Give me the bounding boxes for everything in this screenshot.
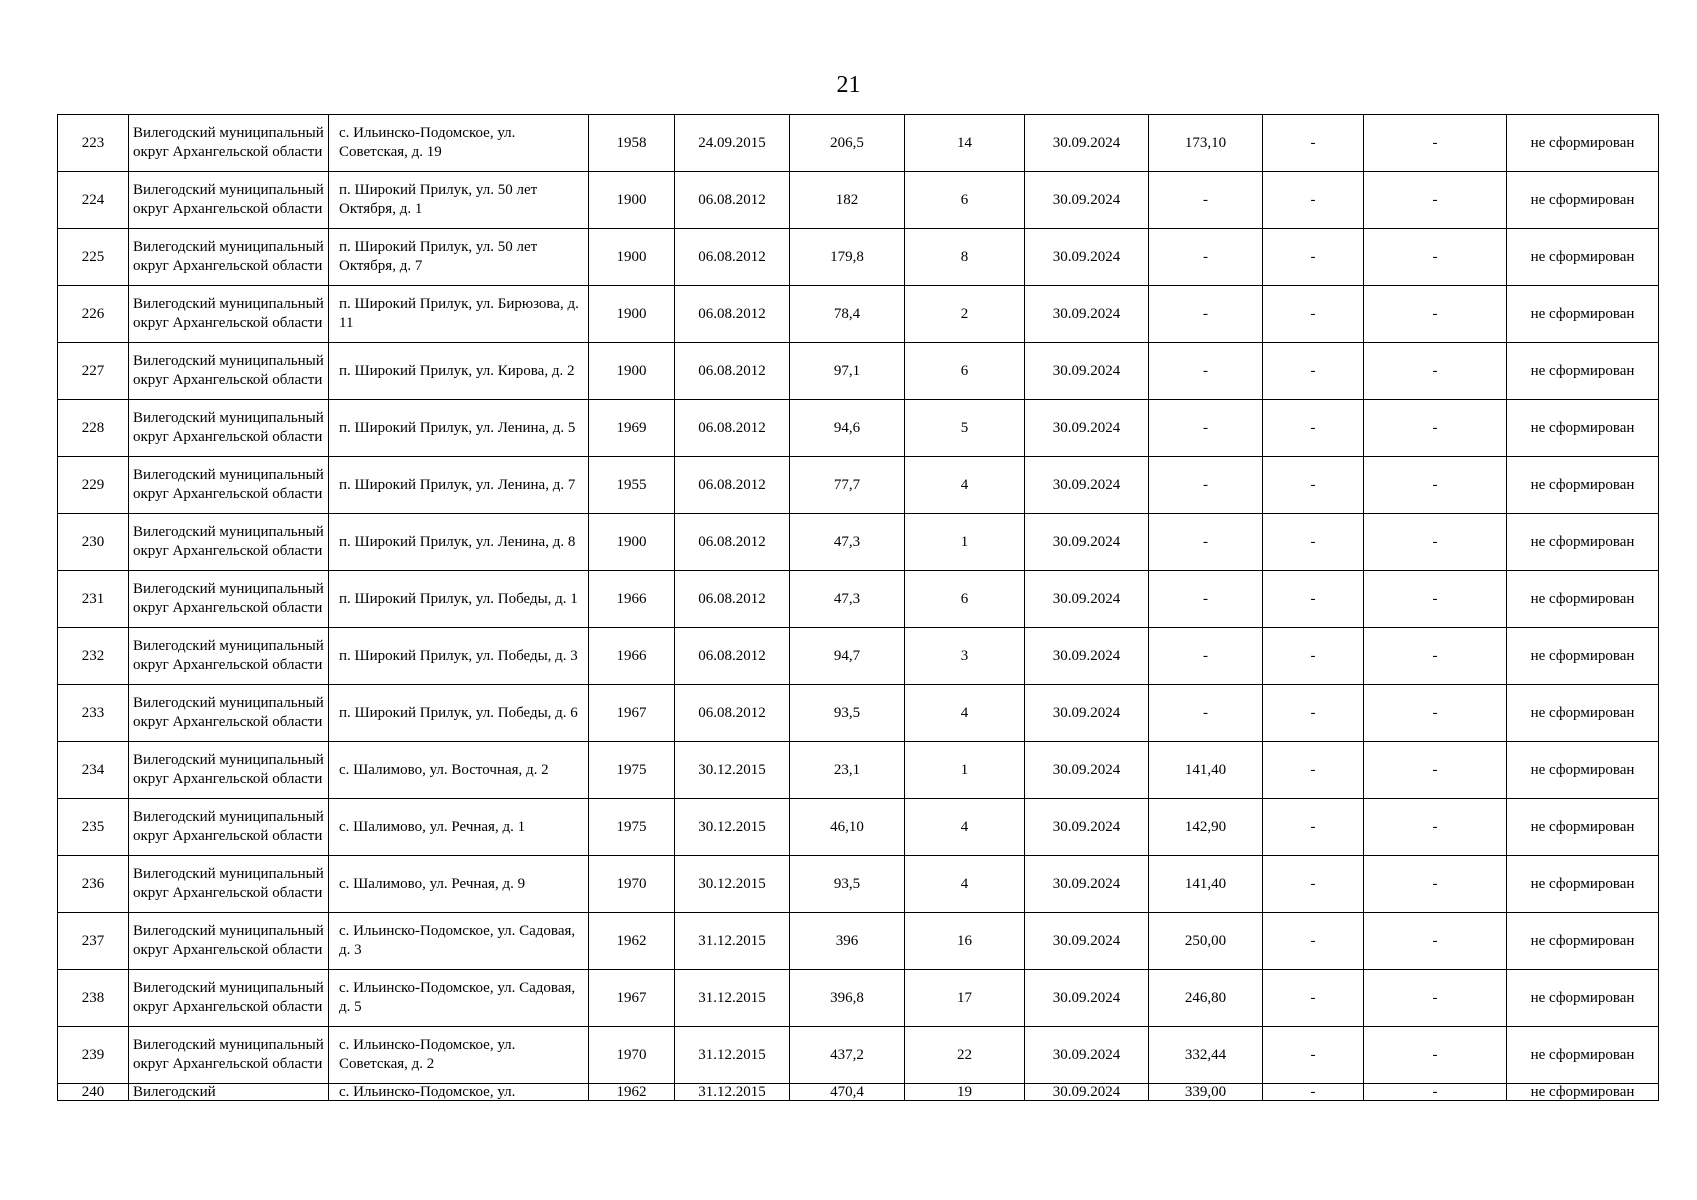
deadline-cell: 30.09.2024: [1025, 514, 1149, 571]
residents-cell: 6: [905, 571, 1025, 628]
status-cell: не сформирован: [1507, 286, 1659, 343]
column-9-cell: 250,00: [1149, 913, 1263, 970]
year-cell: 1962: [589, 913, 675, 970]
deadline-cell: 30.09.2024: [1025, 229, 1149, 286]
column-9-cell: -: [1149, 685, 1263, 742]
year-cell: 1955: [589, 457, 675, 514]
table-row: [58, 1027, 1659, 1084]
residents-cell: 14: [905, 115, 1025, 172]
date-cell: 06.08.2012: [675, 457, 790, 514]
table-body: [58, 115, 1659, 1101]
address-cell: п. Широкий Прилук, ул. Ленина, д. 7: [329, 457, 589, 514]
residents-cell: 1: [905, 514, 1025, 571]
status-cell: не сформирован: [1507, 628, 1659, 685]
address-cell: п. Широкий Прилук, ул. Ленина, д. 5: [329, 400, 589, 457]
row-number-cell: 233: [58, 685, 129, 742]
column-10-cell: -: [1263, 457, 1364, 514]
year-cell: 1966: [589, 571, 675, 628]
column-11-cell: -: [1364, 685, 1507, 742]
column-11-cell: -: [1364, 856, 1507, 913]
municipality-cell: Вилегодский муниципальный округ Архангельской области: [129, 571, 329, 628]
deadline-cell: 30.09.2024: [1025, 571, 1149, 628]
column-9-cell: -: [1149, 457, 1263, 514]
status-cell: не сформирован: [1507, 856, 1659, 913]
municipality-cell: Вилегодский муниципальный округ Архангельской области: [129, 286, 329, 343]
column-9-cell: 332,44: [1149, 1027, 1263, 1084]
year-cell: 1900: [589, 514, 675, 571]
municipality-cell: Вилегодский муниципальный округ Архангельской области: [129, 742, 329, 799]
date-cell: 06.08.2012: [675, 514, 790, 571]
address-cell: с. Шалимово, ул. Речная, д. 1: [329, 799, 589, 856]
status-cell: не сформирован: [1507, 1084, 1659, 1101]
area-cell: 206,5: [790, 115, 905, 172]
table-row: [58, 685, 1659, 742]
residents-cell: 4: [905, 856, 1025, 913]
date-cell: 06.08.2012: [675, 229, 790, 286]
address-cell: с. Ильинско-Подомское, ул. Советская, д. 19: [329, 115, 589, 172]
deadline-cell: 30.09.2024: [1025, 1027, 1149, 1084]
row-number-cell: 227: [58, 343, 129, 400]
column-10-cell: -: [1263, 115, 1364, 172]
residents-cell: 5: [905, 400, 1025, 457]
column-10-cell: -: [1263, 229, 1364, 286]
column-11-cell: -: [1364, 286, 1507, 343]
status-cell: не сформирован: [1507, 970, 1659, 1027]
area-cell: 47,3: [790, 514, 905, 571]
column-9-cell: 246,80: [1149, 970, 1263, 1027]
column-9-cell: 339,00: [1149, 1084, 1263, 1101]
date-cell: 30.12.2015: [675, 742, 790, 799]
year-cell: 1967: [589, 685, 675, 742]
year-cell: 1969: [589, 400, 675, 457]
column-9-cell: 173,10: [1149, 115, 1263, 172]
table-row: [58, 856, 1659, 913]
municipality-cell: Вилегодский муниципальный округ Архангельской области: [129, 457, 329, 514]
status-cell: не сформирован: [1507, 457, 1659, 514]
area-cell: 78,4: [790, 286, 905, 343]
date-cell: 06.08.2012: [675, 628, 790, 685]
column-9-cell: -: [1149, 343, 1263, 400]
column-11-cell: -: [1364, 172, 1507, 229]
year-cell: 1970: [589, 1027, 675, 1084]
row-number-cell: 236: [58, 856, 129, 913]
municipality-cell: Вилегодский муниципальный округ Архангельской области: [129, 172, 329, 229]
date-cell: 31.12.2015: [675, 1027, 790, 1084]
area-cell: 470,4: [790, 1084, 905, 1101]
column-9-cell: 141,40: [1149, 742, 1263, 799]
table-row: [58, 742, 1659, 799]
address-cell: п. Широкий Прилук, ул. 50 лет Октября, д. 1: [329, 172, 589, 229]
area-cell: 47,3: [790, 571, 905, 628]
municipality-cell: Вилегодский муниципальный округ Архангельской области: [129, 970, 329, 1027]
column-10-cell: -: [1263, 856, 1364, 913]
column-11-cell: -: [1364, 571, 1507, 628]
table-row: [58, 970, 1659, 1027]
table-row: [58, 400, 1659, 457]
table-row: [58, 172, 1659, 229]
residents-cell: 22: [905, 1027, 1025, 1084]
deadline-cell: 30.09.2024: [1025, 856, 1149, 913]
date-cell: 06.08.2012: [675, 685, 790, 742]
address-cell: п. Широкий Прилук, ул. Победы, д. 1: [329, 571, 589, 628]
row-number-cell: 231: [58, 571, 129, 628]
deadline-cell: 30.09.2024: [1025, 742, 1149, 799]
table-row: [58, 286, 1659, 343]
column-10-cell: -: [1263, 286, 1364, 343]
area-cell: 396,8: [790, 970, 905, 1027]
status-cell: не сформирован: [1507, 514, 1659, 571]
column-11-cell: -: [1364, 400, 1507, 457]
residents-cell: 19: [905, 1084, 1025, 1101]
row-number-cell: 239: [58, 1027, 129, 1084]
table-row: [58, 628, 1659, 685]
area-cell: 23,1: [790, 742, 905, 799]
address-cell: п. Широкий Прилук, ул. Победы, д. 6: [329, 685, 589, 742]
area-cell: 396: [790, 913, 905, 970]
area-cell: 97,1: [790, 343, 905, 400]
year-cell: 1970: [589, 856, 675, 913]
column-10-cell: -: [1263, 172, 1364, 229]
column-9-cell: 142,90: [1149, 799, 1263, 856]
residents-cell: 2: [905, 286, 1025, 343]
residents-cell: 16: [905, 913, 1025, 970]
column-9-cell: -: [1149, 229, 1263, 286]
column-9-cell: -: [1149, 400, 1263, 457]
deadline-cell: 30.09.2024: [1025, 970, 1149, 1027]
row-number-cell: 235: [58, 799, 129, 856]
address-cell: с. Шалимово, ул. Речная, д. 9: [329, 856, 589, 913]
column-11-cell: -: [1364, 628, 1507, 685]
residents-cell: 4: [905, 457, 1025, 514]
status-cell: не сформирован: [1507, 571, 1659, 628]
column-9-cell: -: [1149, 514, 1263, 571]
page-number: 21: [836, 72, 861, 98]
deadline-cell: 30.09.2024: [1025, 115, 1149, 172]
year-cell: 1975: [589, 742, 675, 799]
residents-cell: 6: [905, 343, 1025, 400]
residents-cell: 4: [905, 799, 1025, 856]
date-cell: 06.08.2012: [675, 400, 790, 457]
deadline-cell: 30.09.2024: [1025, 400, 1149, 457]
municipality-cell: Вилегодский муниципальный округ Архангельской области: [129, 400, 329, 457]
column-11-cell: -: [1364, 742, 1507, 799]
row-number-cell: 226: [58, 286, 129, 343]
area-cell: 93,5: [790, 856, 905, 913]
column-10-cell: -: [1263, 685, 1364, 742]
municipality-cell: Вилегодский муниципальный округ Архангельской области: [129, 628, 329, 685]
year-cell: 1900: [589, 172, 675, 229]
row-number-cell: 237: [58, 913, 129, 970]
date-cell: 31.12.2015: [675, 1084, 790, 1101]
column-9-cell: 141,40: [1149, 856, 1263, 913]
area-cell: 94,7: [790, 628, 905, 685]
row-number-cell: 240: [58, 1084, 129, 1101]
row-number-cell: 238: [58, 970, 129, 1027]
column-10-cell: -: [1263, 1084, 1364, 1101]
row-number-cell: 224: [58, 172, 129, 229]
municipality-cell: Вилегодский муниципальный округ Архангельской области: [129, 115, 329, 172]
status-cell: не сформирован: [1507, 229, 1659, 286]
row-number-cell: 234: [58, 742, 129, 799]
deadline-cell: 30.09.2024: [1025, 286, 1149, 343]
column-11-cell: -: [1364, 343, 1507, 400]
status-cell: не сформирован: [1507, 913, 1659, 970]
column-10-cell: -: [1263, 970, 1364, 1027]
address-cell: п. Широкий Прилук, ул. Бирюзова, д. 11: [329, 286, 589, 343]
municipality-cell: Вилегодский муниципальный округ Архангельской области: [129, 343, 329, 400]
year-cell: 1900: [589, 229, 675, 286]
year-cell: 1962: [589, 1084, 675, 1101]
address-cell: п. Широкий Прилук, ул. Ленина, д. 8: [329, 514, 589, 571]
column-9-cell: -: [1149, 172, 1263, 229]
address-cell: с. Ильинско-Подомское, ул. Садовая, д. 5: [329, 970, 589, 1027]
table-row: [58, 571, 1659, 628]
date-cell: 06.08.2012: [675, 571, 790, 628]
year-cell: 1958: [589, 115, 675, 172]
deadline-cell: 30.09.2024: [1025, 343, 1149, 400]
status-cell: не сформирован: [1507, 742, 1659, 799]
year-cell: 1967: [589, 970, 675, 1027]
deadline-cell: 30.09.2024: [1025, 172, 1149, 229]
area-cell: 77,7: [790, 457, 905, 514]
address-cell: п. Широкий Прилук, ул. 50 лет Октября, д. 7: [329, 229, 589, 286]
address-cell: п. Широкий Прилук, ул. Победы, д. 3: [329, 628, 589, 685]
residents-cell: 6: [905, 172, 1025, 229]
area-cell: 179,8: [790, 229, 905, 286]
status-cell: не сформирован: [1507, 400, 1659, 457]
deadline-cell: 30.09.2024: [1025, 685, 1149, 742]
residents-cell: 8: [905, 229, 1025, 286]
status-cell: не сформирован: [1507, 115, 1659, 172]
table-row: [58, 229, 1659, 286]
address-cell: п. Широкий Прилук, ул. Кирова, д. 2: [329, 343, 589, 400]
area-cell: 437,2: [790, 1027, 905, 1084]
deadline-cell: 30.09.2024: [1025, 457, 1149, 514]
column-10-cell: -: [1263, 514, 1364, 571]
table-row: [58, 343, 1659, 400]
column-10-cell: -: [1263, 400, 1364, 457]
year-cell: 1900: [589, 343, 675, 400]
table-row: [58, 457, 1659, 514]
date-cell: 30.12.2015: [675, 856, 790, 913]
status-cell: не сформирован: [1507, 1027, 1659, 1084]
date-cell: 24.09.2015: [675, 115, 790, 172]
column-11-cell: -: [1364, 1027, 1507, 1084]
municipality-cell: Вилегодский муниципальный округ Архангельской области: [129, 856, 329, 913]
column-10-cell: -: [1263, 628, 1364, 685]
table-row: [58, 514, 1659, 571]
municipality-cell: Вилегодский муниципальный округ Архангельской области: [129, 229, 329, 286]
column-11-cell: -: [1364, 799, 1507, 856]
deadline-cell: 30.09.2024: [1025, 799, 1149, 856]
date-cell: 06.08.2012: [675, 172, 790, 229]
column-11-cell: -: [1364, 514, 1507, 571]
housing-table: [57, 114, 1659, 1101]
residents-cell: 3: [905, 628, 1025, 685]
date-cell: 30.12.2015: [675, 799, 790, 856]
row-number-cell: 228: [58, 400, 129, 457]
area-cell: 182: [790, 172, 905, 229]
status-cell: не сформирован: [1507, 685, 1659, 742]
year-cell: 1975: [589, 799, 675, 856]
column-9-cell: -: [1149, 286, 1263, 343]
address-cell: с. Шалимово, ул. Восточная, д. 2: [329, 742, 589, 799]
address-cell: с. Ильинско-Подомское, ул. Садовая, д. 3: [329, 913, 589, 970]
status-cell: не сформирован: [1507, 799, 1659, 856]
column-11-cell: -: [1364, 229, 1507, 286]
date-cell: 06.08.2012: [675, 286, 790, 343]
deadline-cell: 30.09.2024: [1025, 913, 1149, 970]
residents-cell: 1: [905, 742, 1025, 799]
column-9-cell: -: [1149, 571, 1263, 628]
address-cell: с. Ильинско-Подомское, ул.: [329, 1084, 589, 1101]
column-10-cell: -: [1263, 913, 1364, 970]
row-number-cell: 223: [58, 115, 129, 172]
municipality-cell: Вилегодский муниципальный округ Архангельской области: [129, 514, 329, 571]
year-cell: 1966: [589, 628, 675, 685]
row-number-cell: 225: [58, 229, 129, 286]
date-cell: 31.12.2015: [675, 913, 790, 970]
column-10-cell: -: [1263, 799, 1364, 856]
municipality-cell: Вилегодский муниципальный округ Архангельской области: [129, 799, 329, 856]
status-cell: не сформирован: [1507, 172, 1659, 229]
column-10-cell: -: [1263, 1027, 1364, 1084]
deadline-cell: 30.09.2024: [1025, 628, 1149, 685]
row-number-cell: 232: [58, 628, 129, 685]
row-number-cell: 229: [58, 457, 129, 514]
column-11-cell: -: [1364, 970, 1507, 1027]
date-cell: 06.08.2012: [675, 343, 790, 400]
column-11-cell: -: [1364, 1084, 1507, 1101]
table-row: [58, 115, 1659, 172]
residents-cell: 4: [905, 685, 1025, 742]
area-cell: 94,6: [790, 400, 905, 457]
column-9-cell: -: [1149, 628, 1263, 685]
address-cell: с. Ильинско-Подомское, ул. Советская, д. 2: [329, 1027, 589, 1084]
date-cell: 31.12.2015: [675, 970, 790, 1027]
municipality-cell: Вилегодский муниципальный округ Архангельской области: [129, 685, 329, 742]
table-row: [58, 1084, 1659, 1101]
year-cell: 1900: [589, 286, 675, 343]
column-10-cell: -: [1263, 571, 1364, 628]
row-number-cell: 230: [58, 514, 129, 571]
deadline-cell: 30.09.2024: [1025, 1084, 1149, 1101]
table-row: [58, 913, 1659, 970]
municipality-cell: Вилегодский: [129, 1084, 329, 1101]
area-cell: 46,10: [790, 799, 905, 856]
column-11-cell: -: [1364, 115, 1507, 172]
municipality-cell: Вилегодский муниципальный округ Архангельской области: [129, 913, 329, 970]
column-11-cell: -: [1364, 457, 1507, 514]
area-cell: 93,5: [790, 685, 905, 742]
residents-cell: 17: [905, 970, 1025, 1027]
column-10-cell: -: [1263, 742, 1364, 799]
table-row: [58, 799, 1659, 856]
status-cell: не сформирован: [1507, 343, 1659, 400]
municipality-cell: Вилегодский муниципальный округ Архангельской области: [129, 1027, 329, 1084]
column-10-cell: -: [1263, 343, 1364, 400]
column-11-cell: -: [1364, 913, 1507, 970]
